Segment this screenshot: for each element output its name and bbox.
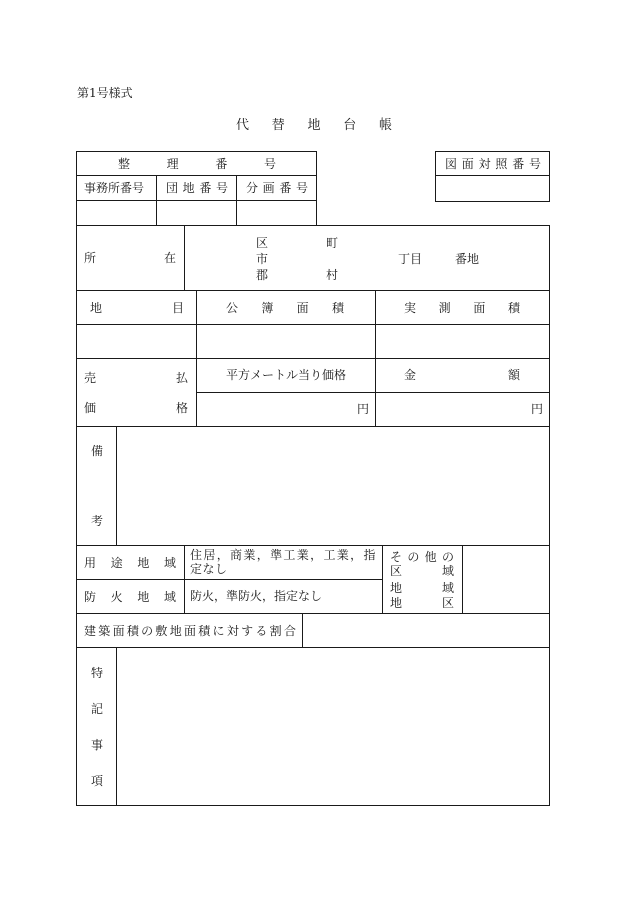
danchi-bango-label: 団 地 番 号 — [166, 181, 228, 195]
kobo-menseki-input[interactable] — [198, 326, 374, 357]
yen-amount: 円 — [531, 402, 544, 416]
machi-label: 町 — [326, 236, 339, 250]
bunkaku-bango-label: 分 画 番 号 — [246, 181, 308, 195]
boka-chiiki-label: 防 火 地 域 — [84, 590, 176, 604]
tokki-label-1: 特 — [91, 666, 104, 680]
form-number: 第1号様式 — [77, 86, 133, 100]
jissoku-menseki-label: 実 測 面 積 — [404, 301, 520, 315]
jimusho-bango-input[interactable] — [78, 202, 155, 224]
gun-label: 郡 — [256, 268, 269, 282]
unit-price-input[interactable] — [198, 394, 354, 425]
kingaku-label: 金 額 — [404, 368, 520, 382]
jimusho-bango-label: 事務所番号 — [84, 181, 145, 195]
danchi-bango-input[interactable] — [158, 202, 235, 224]
kenpei-ritsu-label: 建 築 面 積 の 敷 地 面 積 に 対 す る 割 合 — [84, 624, 296, 638]
seiri-bango-header: 整 理 番 号 — [118, 157, 276, 171]
tokki-label-4: 項 — [91, 774, 104, 788]
sonota-line4: 地 区 — [390, 596, 454, 610]
kobo-menseki-label: 公 簿 面 積 — [226, 301, 344, 315]
amount-input[interactable] — [377, 394, 528, 425]
sonota-textarea[interactable] — [464, 547, 548, 612]
chome-label: 丁目 — [398, 252, 423, 266]
tokki-textarea[interactable] — [118, 649, 548, 804]
banchi-label: 番地 — [455, 252, 480, 266]
sonota-line3: 地 域 — [390, 581, 454, 595]
page-title-text: 代 替 地 台 帳 — [236, 118, 392, 133]
yen-unit-price: 円 — [357, 402, 370, 416]
shi-label: 市 — [256, 252, 269, 266]
tokki-label-3: 事 — [91, 738, 104, 752]
yoto-chiiki-value — [190, 548, 376, 576]
bunkaku-bango-input[interactable] — [238, 202, 315, 224]
kenpei-ritsu-input[interactable] — [304, 615, 548, 646]
kakaku-label: 価 格 — [84, 401, 188, 415]
chimoku-input[interactable] — [78, 326, 195, 357]
chimoku-label: 地 目 — [90, 301, 184, 315]
yoto-chiiki-options: 住居，商業，準工業，工業，指定なし — [190, 548, 376, 576]
zumen-taisho-header: 図 面 対 照 番 号 — [445, 157, 541, 171]
yoto-chiiki-label: 用 途 地 域 — [84, 556, 176, 570]
sonota-line2: 区 域 — [390, 564, 454, 578]
biko-textarea[interactable] — [118, 428, 548, 544]
zumen-taisho-input[interactable] — [437, 177, 548, 200]
boka-chiiki-value: 防火，準防火，指定なし — [190, 589, 323, 603]
jissoku-menseki-input[interactable] — [377, 326, 548, 357]
shozai-label: 所 在 — [84, 251, 176, 265]
tokki-label-2: 記 — [91, 702, 104, 716]
biko-label-2: 考 — [91, 514, 104, 528]
mura-label: 村 — [326, 268, 339, 282]
page-title — [236, 119, 392, 133]
biko-label-1: 備 — [91, 444, 104, 458]
ku-label: 区 — [256, 236, 269, 250]
sonota-line1: そ の 他 の — [390, 550, 454, 564]
urabarai-label: 売 払 — [84, 371, 188, 385]
unit-price-label: 平方メートル当り価格 — [226, 368, 347, 382]
